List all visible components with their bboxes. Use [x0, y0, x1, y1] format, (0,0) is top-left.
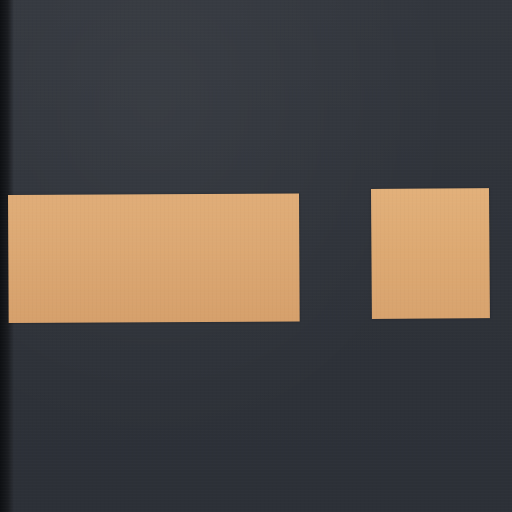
tan-rectangle-square [371, 188, 490, 319]
tan-rectangle-wide [8, 193, 300, 323]
